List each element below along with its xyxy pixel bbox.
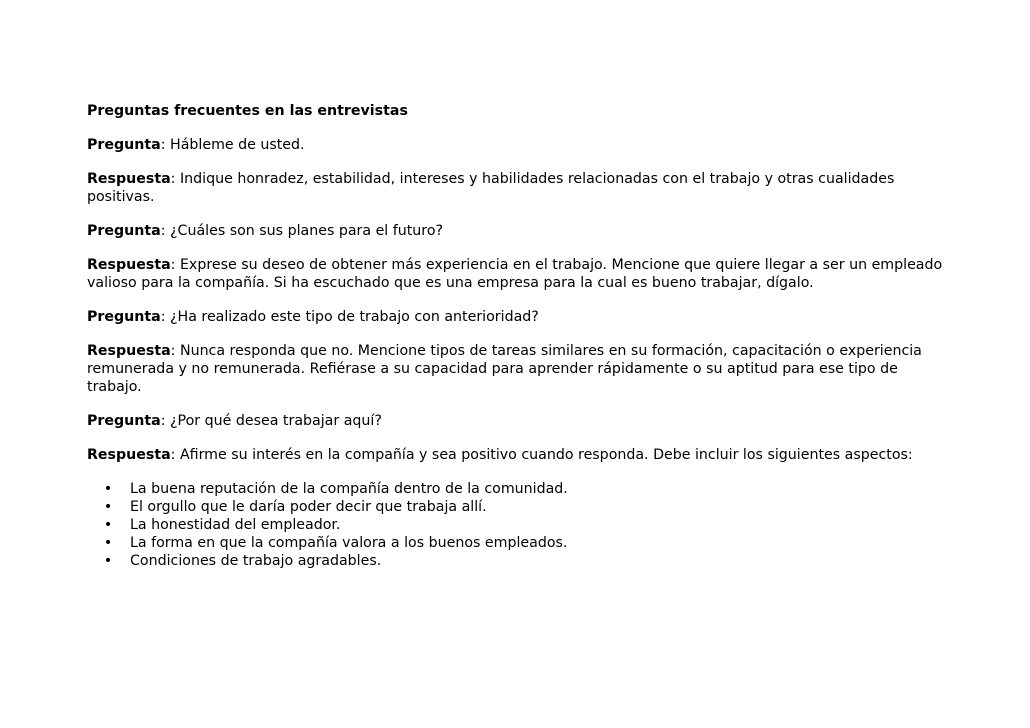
bullet-icon: • (103, 517, 113, 533)
question-label: Pregunta (87, 137, 161, 153)
list-item (87, 552, 947, 570)
question-label: Pregunta (87, 223, 161, 239)
question-4 (87, 412, 947, 430)
list-item-text: Condiciones de trabajo agradables. (130, 553, 382, 569)
answer-label: Respuesta (87, 447, 171, 463)
answer-label: Respuesta (87, 343, 171, 359)
question-text: : ¿Cuáles son sus planes para el futuro? (160, 223, 444, 239)
bullet-icon: • (103, 553, 113, 569)
question-2 (87, 222, 947, 240)
aspects-list (87, 480, 947, 570)
document-title: Preguntas frecuentes en las entrevistas (87, 103, 408, 119)
list-item (87, 534, 947, 552)
answer-1 (87, 170, 947, 206)
answer-2 (87, 256, 947, 292)
list-item-text: El orgullo que le daría poder decir que trabaja allí. (130, 499, 487, 515)
answer-4 (87, 446, 947, 464)
question-text: : ¿Por qué desea trabajar aquí? (160, 413, 382, 429)
question-1 (87, 136, 947, 154)
bullet-icon: • (103, 535, 113, 551)
document-body (87, 102, 947, 570)
answer-label: Respuesta (87, 257, 171, 273)
bullet-icon: • (103, 499, 113, 515)
answer-text: : Indique honradez, estabilidad, intereses y habilidades relacionadas con el trabajo y otras cualidades positivas. (87, 171, 895, 205)
list-item-text: La honestidad del empleador. (130, 517, 341, 533)
answer-label: Respuesta (87, 171, 171, 187)
list-item (87, 498, 947, 516)
question-label: Pregunta (87, 309, 161, 325)
list-item-text: La buena reputación de la compañía dentro de la comunidad. (130, 481, 568, 497)
answer-3 (87, 342, 947, 396)
list-item (87, 480, 947, 498)
question-text: : ¿Ha realizado este tipo de trabajo con anterioridad? (160, 309, 539, 325)
list-item-text: La forma en que la compañía valora a los buenos empleados. (130, 535, 568, 551)
question-text: : Hábleme de usted. (160, 137, 305, 153)
answer-text: : Exprese su deseo de obtener más experiencia en el trabajo. Mencione que quiere llegar a ser un empleado valioso para la compañía. Si ha escuchado que es una empresa para la cual es bueno trabajar, dígalo. (87, 257, 943, 291)
question-label: Pregunta (87, 413, 161, 429)
question-3 (87, 308, 947, 326)
list-item (87, 516, 947, 534)
bullet-icon: • (103, 481, 113, 497)
answer-text: : Afirme su interés en la compañía y sea positivo cuando responda. Debe incluir los siguientes aspectos: (170, 447, 913, 463)
answer-text: : Nunca responda que no. Mencione tipos de tareas similares en su formación, capacitación o experiencia remunerada y no remunerada. Refiérase a su capacidad para aprender rápidamente o su aptitud para ese tipo de trabajo. (87, 343, 922, 395)
